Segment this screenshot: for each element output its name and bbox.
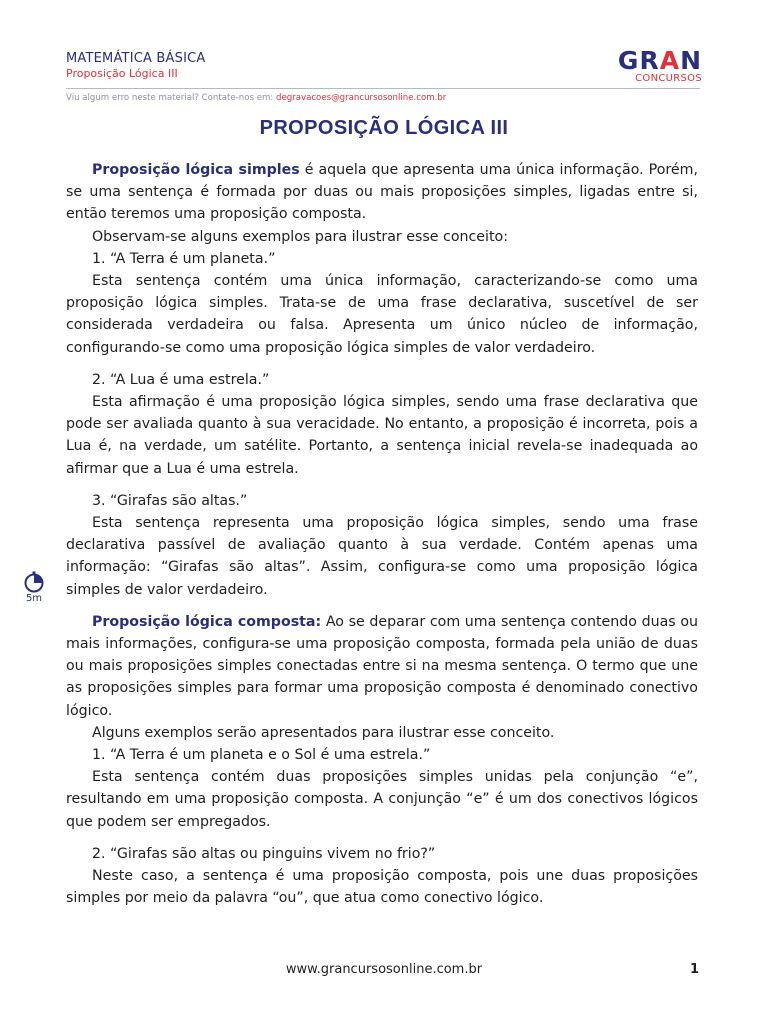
example-item: 1. “A Terra é um planeta e o Sol é uma estrela.” — [92, 747, 431, 764]
page-title: PROPOSIÇÃO LÓGICA III — [259, 117, 509, 139]
example-item: 3. “Girafas são altas.” — [92, 492, 248, 509]
paragraph: Esta sentença representa uma proposição lógica simples, sendo uma frase declarativa passível de avaliação quanto à sua verdade. Contém apenas uma informação: “Girafas são altas”. Assim, configura-se como uma proposição lógica simples de valor verdadeiro. — [66, 515, 698, 598]
paragraph: Proposição lógica simples é aquela que apresenta uma única informação. Porém, se uma sentença é formada por duas ou mais proposições simples, ligadas entre si, então teremos uma proposição composta. — [66, 162, 698, 223]
term-compound-proposition: Proposição lógica composta: — [92, 613, 322, 630]
errata-text: Viu algum erro neste material? Contate-nos em: — [66, 93, 274, 103]
paragraph: Esta sentença contém duas proposições simples unidas pela conjunção “e”, resultando em uma proposição composta. A conjunção “e” é um dos conectivos lógicos que podem ser empregados. — [66, 769, 698, 830]
paragraph: Neste caso, a sentença é uma proposição composta, pois une duas proposições simples por meio da palavra “ou”, que atua como conectivo lógico. — [66, 868, 698, 907]
video-timestamp-marker[interactable] — [23, 571, 45, 611]
paragraph: Esta afirmação é uma proposição lógica simples, sendo uma frase declarativa que pode ser avaliada quanto à sua veracidade. No entanto, a proposição é incorreta, pois a Lua é, na verdade, um satélite. Portanto, a sentença inicial revela-se inadequada ao afirmar que a Lua é uma estrela. — [66, 394, 698, 477]
logo-wordmark: GRAN — [617, 46, 702, 75]
example-item: 2. “A Lua é uma estrela.” — [92, 371, 270, 388]
example-item: 2. “Girafas são altas ou pinguins vivem no frio?” — [92, 845, 436, 862]
header-subject: MATEMÁTICA BÁSICA — [66, 51, 206, 66]
paragraph: Esta sentença contém uma única informação, caracterizando-se como uma proposição lógica simples. Trata-se de uma frase declarativa, suscetível de ser considerada verdadeira ou falsa. Apresenta um único núcleo de informação, configurando-se como uma proposição lógica simples de valor verdadeiro. — [66, 273, 698, 356]
gran-concursos-logo — [612, 48, 706, 88]
term-simple-proposition: Proposição lógica simples — [92, 162, 300, 178]
document-body — [66, 159, 698, 910]
paragraph: Alguns exemplos serão apresentados para ilustrar esse conceito. — [92, 724, 555, 741]
header-divider — [66, 88, 700, 89]
timestamp-label: 5m — [25, 593, 43, 604]
logo-subtitle: CONCURSOS — [635, 73, 702, 84]
paragraph: Proposição lógica composta: Ao se deparar com uma sentença contendo duas ou mais informações, configura-se uma proposição composta, formada pela união de duas ou mais proposições simples conectadas entre si na mesma sentença. O termo que une as proposições simples para formar uma proposição composta é denominado conectivo lógico. — [66, 613, 698, 719]
stopwatch-icon — [23, 571, 45, 593]
example-item: 1. “A Terra é um planeta.” — [92, 250, 276, 267]
footer-website[interactable]: www.grancursosonline.com.br — [285, 962, 483, 977]
errata-notice — [66, 93, 446, 103]
errata-email-link[interactable]: degravacoes@grancursosonline.com.br — [275, 93, 447, 103]
page-number: 1 — [690, 962, 700, 977]
paragraph: Observam-se alguns exemplos para ilustrar esse conceito: — [92, 228, 508, 245]
header-topic: Proposição Lógica III — [66, 67, 178, 80]
